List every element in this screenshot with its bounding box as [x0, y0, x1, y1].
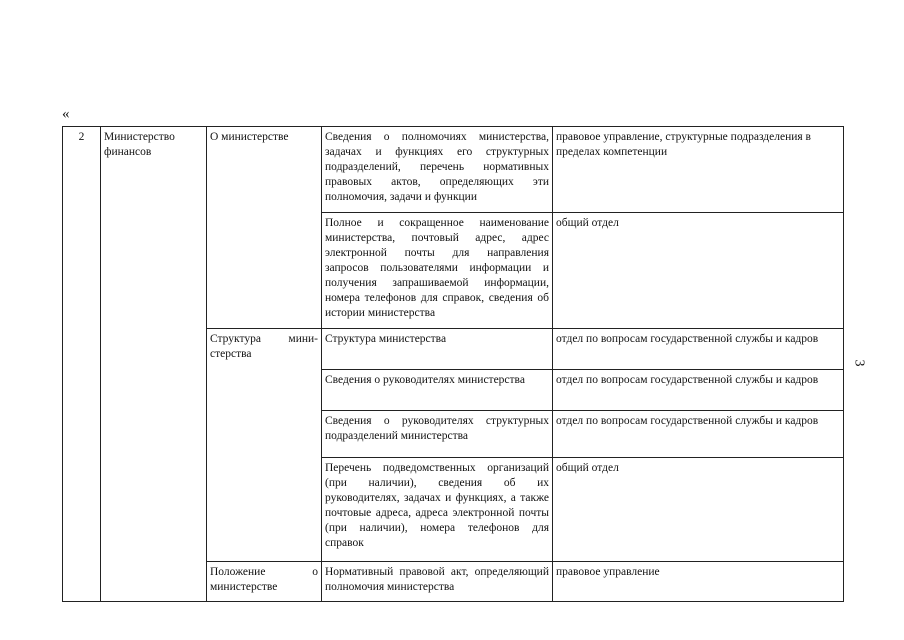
responsible-cell: отдел по вопросам государственной службы и кадров [553, 370, 844, 411]
row-number-cell: 2 [63, 127, 101, 602]
continuation-quote-mark: « [62, 106, 70, 122]
responsible-cell: правовое управление, структурные подразделения в пределах компетенции [553, 127, 844, 213]
info-cell: Сведения о полномочиях министерства, задачах и функциях его структурных подразделений, перечень нормативных правовых актов, определяющих эти полномочия, задачи и функции [322, 127, 553, 213]
responsible-cell: общий отдел [553, 458, 844, 562]
table-row [63, 127, 844, 213]
section-heading-cell: О министерстве [207, 127, 322, 329]
info-cell: Полное и сокращенное наименование министерства, почтовый адрес, адрес электронной почты для направления запросов пользователями информации и получения запрашиваемой информации, номера телефонов для справок, сведения об истории министерства [322, 213, 553, 329]
info-cell: Сведения о руководителях структурных подразделений министерства [322, 411, 553, 458]
section-heading-line: Структура мини- [210, 333, 318, 345]
info-cell: Перечень подведомственных организаций (при наличии), сведения об их руководителях, задачах и функциях, а также почтовые адреса, адреса электронной почты (при наличии), номера телефонов для справок [322, 458, 553, 562]
organization-cell: Министерство финансов [101, 127, 207, 602]
info-cell: Сведения о руководителях министерства [322, 370, 553, 411]
section-heading-cell [207, 562, 322, 602]
section-heading-line: министерстве [210, 581, 278, 593]
responsible-cell: правовое управление [553, 562, 844, 602]
responsible-cell: отдел по вопросам государственной службы и кадров [553, 411, 844, 458]
section-heading-line: Положение о [210, 566, 318, 578]
section-heading-line: стерства [210, 348, 252, 360]
info-cell: Нормативный правовой акт, определяющий полномочия министерства [322, 562, 553, 602]
info-cell: Структура министерства [322, 329, 553, 370]
information-table [62, 126, 844, 602]
responsible-cell: общий отдел [553, 213, 844, 329]
section-heading-cell [207, 329, 322, 562]
responsible-cell: отдел по вопросам государственной службы и кадров [553, 329, 844, 370]
page-number: 3 [851, 359, 867, 367]
